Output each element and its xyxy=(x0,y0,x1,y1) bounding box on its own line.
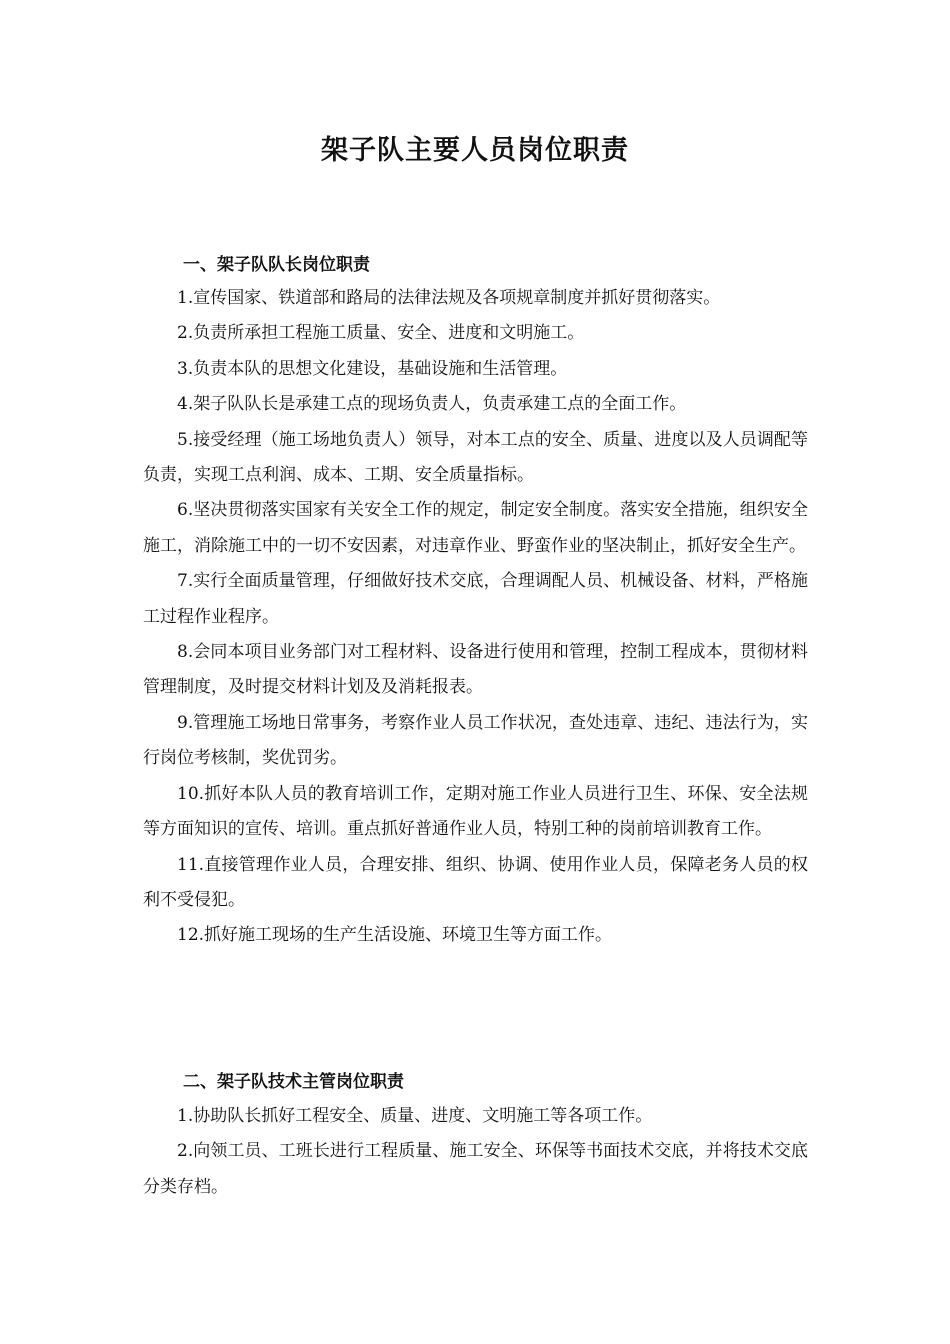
list-item: 2.负责所承担工程施工质量、安全、进度和文明施工。 xyxy=(177,323,585,344)
list-item: 7.实行全面质量管理，仔细做好技术交底，合理调配人员、机械设备、材料，严格施工过程作业程序。 xyxy=(143,571,808,627)
list-item: 8.会同本项目业务部门对工程材料、设备进行使用和管理，控制工程成本，贯彻材料管理制度，及时提交材料计划及及消耗报表。 xyxy=(143,642,808,698)
page-title: 架子队主要人员岗位职责 xyxy=(321,135,629,166)
list-item: 3.负责本队的思想文化建设，基础设施和生活管理。 xyxy=(177,358,568,379)
list-item: 5.接受经理（施工场地负责人）领导，对本工点的安全、质量、进度以及人员调配等负责，实现工点利润、成本、工期、安全质量指标。 xyxy=(143,429,808,486)
list-item: 10.抓好本队人员的教育培训工作，定期对施工作业人员进行卫生、环保、安全法规等方面知识的宣传、培训。重点抓好普通作业人员，特别工种的岗前培训教育工作。 xyxy=(143,783,808,840)
list-item: 12.抓好施工现场的生产生活设施、环境卫生等方面工作。 xyxy=(177,925,613,946)
list-item: 11.直接管理作业人员，合理安排、组织、协调、使用作业人员，保障老务人员的权利不受侵犯。 xyxy=(143,854,808,910)
section-1-body xyxy=(143,281,808,954)
list-item: 2.向领工员、工班长进行工程质量、施工安全、环保等书面技术交底，并将技术交底分类存档。 xyxy=(143,1141,808,1197)
section-heading-2: 二、架子队技术主管岗位职责 xyxy=(183,1072,404,1092)
list-item: 4.架子队队长是承建工点的现场负责人，负责承建工点的全面工作。 xyxy=(177,394,687,415)
section-heading-1: 一、架子队队长岗位职责 xyxy=(183,255,370,275)
list-item: 6.坚决贯彻落实国家有关安全工作的规定，制定安全制度。落实安全措施，组织安全施工，消除施工中的一切不安因素，对违章作业、野蛮作业的坚决制止，抓好安全生产。 xyxy=(143,500,808,556)
list-item: 9.管理施工场地日常事务，考察作业人员工作状况，查处违章、违纪、违法行为，实行岗位考核制，奖优罚劣。 xyxy=(143,712,808,769)
list-item: 1.宣传国家、铁道部和路局的法律法规及各项规章制度并抓好贯彻落实。 xyxy=(177,288,721,308)
list-item: 1.协助队长抓好工程安全、质量、进度、文明施工等各项工作。 xyxy=(177,1106,653,1126)
section-2-body xyxy=(143,1099,808,1205)
